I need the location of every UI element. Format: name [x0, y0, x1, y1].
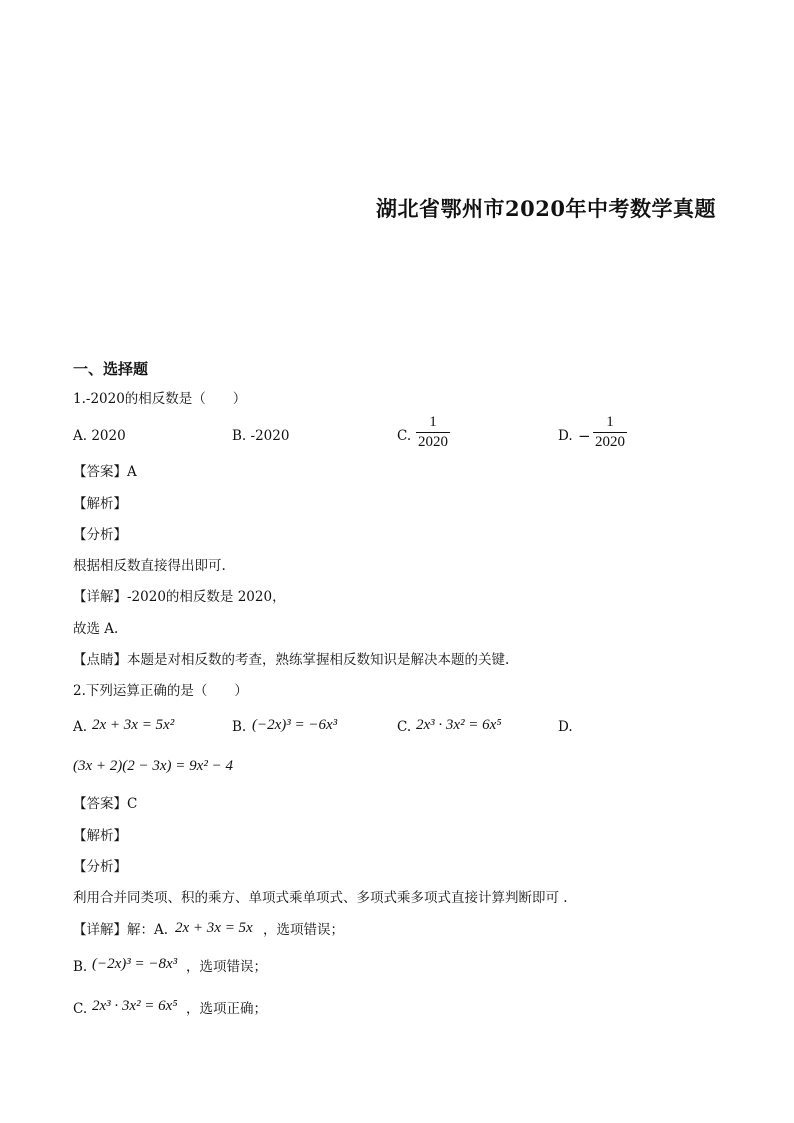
q1-fenxi-heading: 【分析】	[73, 527, 127, 543]
q1-option-b: B. -2020	[232, 428, 290, 444]
q2-option-a-expr: 2x + 3x = 5x²	[92, 717, 175, 733]
q2-detail-b-suffix: ，选项错误；	[186, 959, 267, 975]
section-heading: 一、选择题	[73, 360, 149, 378]
q2-detail-c-label: C.	[73, 1001, 88, 1017]
q1-detail: 【详解】-2020的相反数是 2020，	[73, 589, 286, 605]
q1-option-d-sign: −	[578, 427, 591, 445]
q2-option-c-expr: 2x³ · 3x² = 6x⁵	[416, 717, 502, 733]
q2-fenxi-heading: 【分析】	[73, 859, 127, 875]
q2-option-d-label: D.	[558, 719, 573, 735]
q2-detail-a-expr: 2x + 3x = 5x	[175, 920, 253, 936]
fraction-denominator: 2020	[595, 434, 625, 450]
q2-answer: 【答案】C	[73, 796, 138, 812]
q1-option-c-fraction	[416, 414, 450, 451]
q2-option-b-expr: (−2x)³ = −6x³	[252, 717, 338, 733]
q2-detail-a-suffix: ，选项错误；	[263, 922, 344, 938]
fraction-denominator: 2020	[418, 434, 448, 450]
q1-option-c-label: C.	[397, 428, 412, 444]
document-title: 湖北省鄂州市2020年中考数学真题	[376, 196, 716, 221]
q2-option-a-label: A.	[73, 719, 88, 735]
q2-stem: 2.下列运算正确的是（ ）	[73, 683, 248, 699]
q1-analysis-heading: 【解析】	[73, 496, 127, 512]
q2-option-d-expr: (3x + 2)(2 − 3x) = 9x² − 4	[73, 758, 233, 774]
q1-answer: 【答案】A	[73, 464, 137, 480]
q1-option-d-label: D.	[558, 428, 573, 444]
q2-detail-b-label: B.	[73, 959, 88, 975]
q2-detail-b-expr: (−2x)³ = −8x³	[92, 956, 178, 972]
q2-option-c-label: C.	[397, 719, 412, 735]
fraction-numerator: 1	[606, 414, 614, 430]
q2-detail-c-suffix: ，选项正确；	[186, 1001, 267, 1017]
q1-option-d-fraction	[593, 414, 627, 451]
q2-detail-prefix: 【详解】解：A.	[73, 922, 169, 938]
q2-detail-c-expr: 2x³ · 3x² = 6x⁵	[92, 998, 178, 1014]
q1-fenxi-text: 根据相反数直接得出即可.	[73, 558, 226, 574]
fraction-numerator: 1	[429, 414, 437, 430]
q1-option-a: A. 2020	[73, 428, 126, 444]
q2-option-b-label: B.	[232, 719, 247, 735]
q1-stem: 1.-2020的相反数是（ ）	[73, 391, 247, 407]
q1-dianjing: 【点睛】本题是对相反数的考查，熟练掌握相反数知识是解决本题的关键.	[73, 652, 510, 668]
q2-analysis-heading: 【解析】	[73, 828, 127, 844]
q1-choose: 故选 A.	[73, 621, 119, 637]
q2-fenxi-text: 利用合并同类项、积的乘方、单项式乘单项式、多项式乘多项式直接计算判断即可 .	[73, 890, 568, 906]
